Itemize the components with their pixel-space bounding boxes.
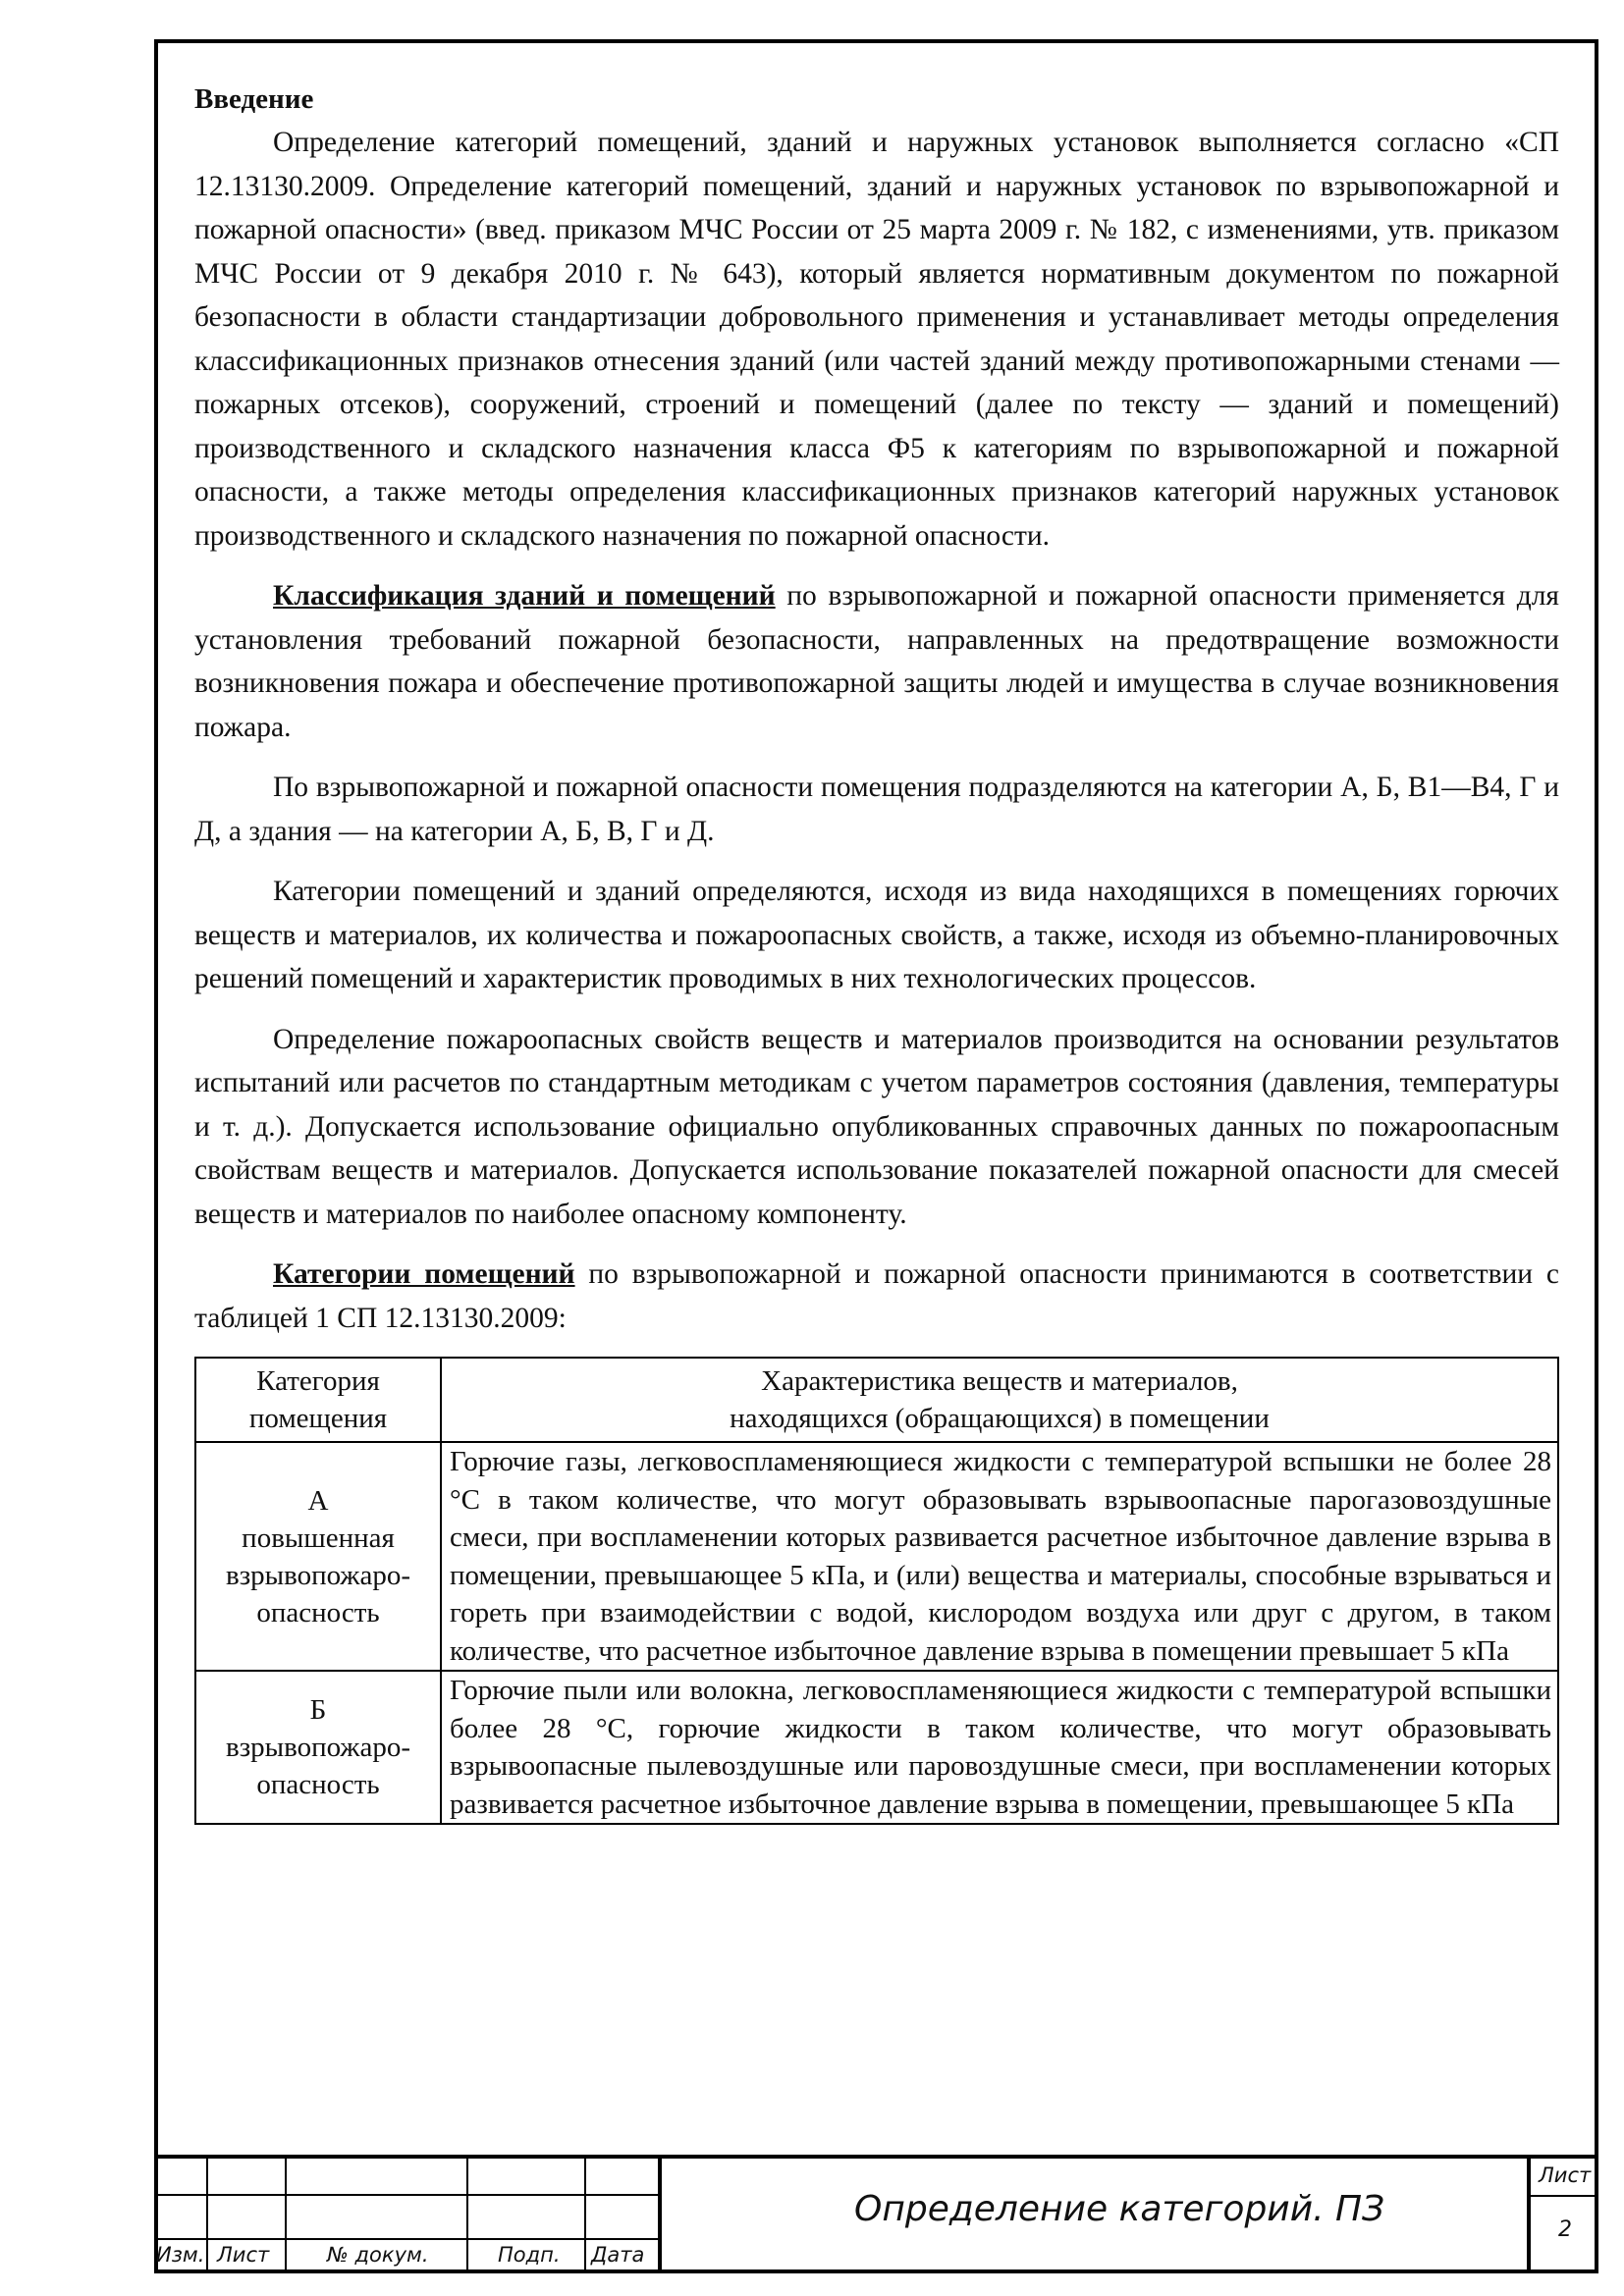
label-signature: Подп. [498, 2243, 561, 2267]
stamp-divider [1529, 2195, 1598, 2197]
table-row [195, 1442, 1558, 1671]
stamp-divider [154, 2194, 660, 2196]
category-text: опасность [256, 1596, 380, 1629]
paragraph-properties: Определение пожароопасных свойств веществ и материалов производится на основании результатов испытаний или расчетов по стандартным методикам с учетом параметров состояния (давления, температуры и т. д.). Допускается использование официально опубликованных справочных данных по пожароопасным свойствам веществ и материалов. Допускается использование показателей пожарной опасности для смесей веществ и материалов по наиболее опасному компоненту. [194, 1023, 1559, 1230]
category-cell-b [195, 1671, 441, 1824]
stamp-divider [154, 2238, 660, 2240]
label-izm: Изм. [156, 2243, 205, 2267]
paragraph-classification [194, 574, 1559, 749]
paragraph-classification-text: по взрывопожарной и пожарной опасности применяется для установления требований пожарной безопасности, направленных на предотвращение возможности возникновения пожара и обеспечение противопожарной защиты людей и имущества в случае возникновения пожара. [194, 580, 1559, 743]
paragraph-intro: Определение категорий помещений, зданий и наружных установок выполняется согласно «СП 12.13130.2009. Определение категорий помещений, зданий и наружных установок по взрывопожарной и пожарной опасности» (введ. приказом МЧС России от 25 марта 2009 г. № 182, с изменениями, утв. приказом МЧС России от 9 декабря 2010 г. № 643), который является нормативным документом по пожарной безопасности в области стандартизации добровольного применения и устанавливает методы определения классификационных признаков отнесения зданий (или частей зданий между противопожарными стенами — пожарных отсеков), сооружений, строений и помещений (далее по тексту — зданий и помещений) производственного и складского назначения класса Ф5 к категориям по взрывопожарной и пожарной опасности, а также методы определения классификационных признаков категорий наружных установок производственного и складского назначения по пожарной опасности. [194, 127, 1559, 552]
section-heading: Введение [194, 83, 314, 115]
header-text: помещения [248, 1403, 388, 1434]
emphasis-room-categories: Категории помещений [273, 1258, 575, 1290]
stamp-divider [285, 2159, 287, 2273]
header-text: находящихся (обращающихся) в помещении [730, 1403, 1270, 1434]
document-body [194, 78, 1559, 1825]
paragraph-table-intro [194, 1253, 1559, 1340]
paragraph-categories-determination: Категории помещений и зданий определяются, исходя из вида находящихся в помещениях горючих веществ и материалов, их количества и пожароопасных свойств, а также, исходя из объемно-планировочных решений помещений и характеристик проводимых в них технологических процессов. [194, 876, 1559, 994]
paragraph-categories-list: По взрывопожарной и пожарной опасности помещения подразделяются на категории А, Б, В1—В4, Г и Д, а здания — на категории А, Б, В, Г и Д. [194, 772, 1559, 847]
description-cell-a: Горючие газы, легковоспламеняющиеся жидкости с температурой вспышки не более 28 °С в таком количестве, что могут образовывать взрывоопасные парогазовоздушные смеси, при воспламенении которых развивается расчетное избыточное давление взрыва в помещении, превышающее 5 кПа, и (или) вещества и материалы, способные взрываться и гореть при взаимодействии с водой, кислородом воздуха или друг с другом, в таком количестве, что расчетное избыточное давление взрыва в помещении превышает 5 кПа [441, 1442, 1558, 1671]
table-header-characteristics [441, 1358, 1558, 1442]
table-header-category [195, 1358, 441, 1442]
label-date: Дата [591, 2243, 645, 2267]
emphasis-classification: Классификация зданий и помещений [273, 580, 776, 612]
stamp-divider [466, 2159, 468, 2273]
description-cell-b: Горючие пыли или волокна, легковоспламеняющиеся жидкости с температурой вспышки более 28 °С, горючие жидкости в таком количестве, что могут образовывать взрывоопасные пылевоздушные или паровоздушные смеси, при воспламенении которых развивается расчетное избыточное давление взрыва в помещении, превышающее 5 кПа [441, 1671, 1558, 1824]
category-text: взрывопожаро- [226, 1559, 410, 1591]
category-letter: А [307, 1484, 329, 1517]
header-text: Характеристика веществ и материалов, [761, 1365, 1238, 1397]
label-doc-number: № докум. [327, 2243, 429, 2267]
stamp-divider [1527, 2159, 1531, 2273]
table-row [195, 1671, 1558, 1824]
category-letter: Б [309, 1694, 327, 1726]
categories-table [194, 1357, 1559, 1825]
table-header-row [195, 1358, 1558, 1442]
stamp-divider [206, 2159, 208, 2273]
category-text: опасность [256, 1769, 380, 1800]
label-list: Лист [217, 2243, 270, 2267]
sheet-number: 2 [1558, 2217, 1572, 2242]
stamp-divider [584, 2159, 586, 2273]
header-text: Категория [256, 1365, 380, 1397]
document-title: Определение категорий. ПЗ [854, 2189, 1385, 2229]
category-cell-a [195, 1442, 441, 1671]
paragraph-table-intro-text: по взрывопожарной и пожарной опасности принимаются в соответствии с таблицей 1 СП 12.13130.2009: [194, 1258, 1559, 1334]
stamp-divider [658, 2159, 662, 2273]
label-sheet: Лист [1539, 2163, 1592, 2187]
category-text: повышенная [242, 1522, 395, 1554]
category-text: взрывопожаро- [226, 1732, 410, 1763]
